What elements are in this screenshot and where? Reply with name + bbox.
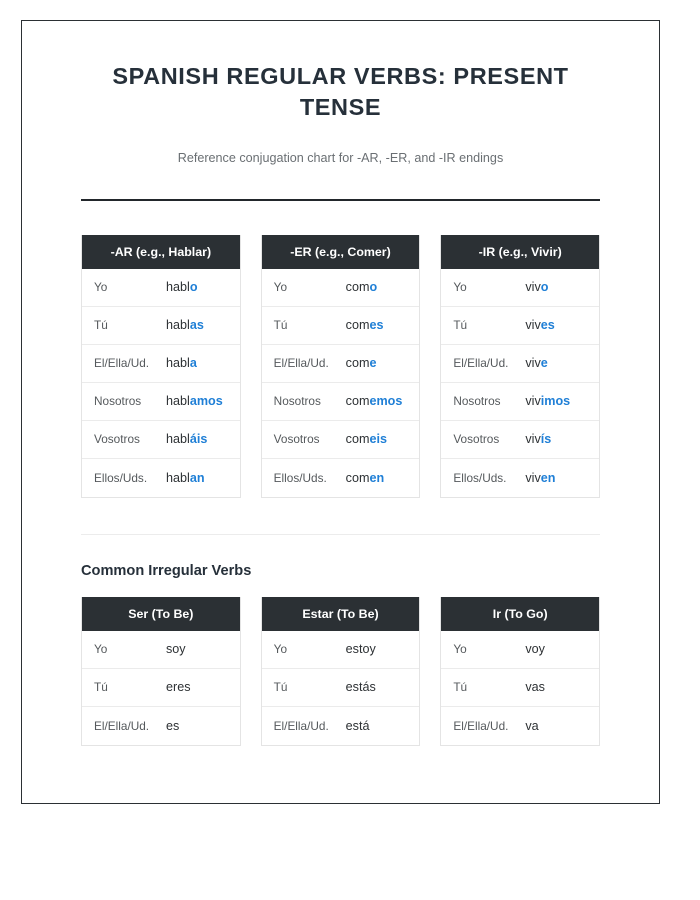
table-row (82, 383, 240, 421)
table-row (441, 345, 599, 383)
table-row (262, 345, 420, 383)
verb-stem: habl (166, 356, 190, 371)
verb-ending: a (189, 356, 197, 371)
pronoun-label: Yo (453, 280, 467, 295)
verb-stem: viv (525, 432, 541, 447)
verb-stem: viv (525, 394, 541, 409)
conjugated-form (346, 356, 377, 370)
table-row (82, 459, 240, 497)
verb-stem: estás (345, 680, 376, 695)
conjugated-form (166, 719, 179, 733)
verb-stem: voy (525, 642, 545, 657)
conjugated-form (346, 280, 378, 294)
table-row (441, 421, 599, 459)
verb-stem: com (345, 318, 370, 333)
table-row (82, 421, 240, 459)
table-row (441, 669, 599, 707)
pronoun-label: Ellos/Uds. (453, 470, 507, 485)
conjugated-form (525, 318, 554, 332)
conjugated-form (166, 394, 223, 408)
pronoun-label: Yo (273, 642, 288, 657)
verb-ending: eis (369, 432, 387, 447)
table-row (441, 459, 599, 497)
section-divider (81, 534, 600, 535)
table-row (441, 307, 599, 345)
pronoun-label: Tú (94, 318, 108, 333)
conjugated-form (525, 642, 545, 656)
conjugated-form (166, 280, 198, 294)
verb-ending: e (369, 356, 377, 371)
conjugated-form (346, 642, 376, 656)
pronoun-label: Tú (94, 680, 108, 695)
verb-ending: e (540, 356, 548, 371)
pronoun-label: Tú (453, 680, 468, 695)
irregular-verb-table (81, 597, 241, 746)
table-row (441, 707, 599, 745)
conjugated-form (346, 471, 385, 485)
section-heading-irregular-verbs: Common Irregular Verbs (81, 562, 252, 579)
table-row (262, 421, 420, 459)
pronoun-label: El/Ella/Ud. (273, 356, 329, 371)
conjugated-form (166, 471, 205, 485)
pronoun-label: Nosotros (273, 394, 321, 409)
page-subtitle: Reference conjugation chart for -AR, -ER, and -IR endings (177, 150, 504, 165)
verb-stem: habl (166, 470, 190, 485)
verb-ending: imos (540, 394, 571, 409)
conjugated-form (346, 432, 387, 446)
verb-stem: viv (525, 280, 541, 295)
page-title: SPANISH REGULAR VERBS: PRESENT TENSE (112, 63, 569, 121)
verb-stem: com (345, 432, 370, 447)
table-row (82, 345, 240, 383)
table-row (262, 631, 420, 669)
regular-verb-table (261, 235, 421, 498)
conjugated-form (525, 432, 551, 446)
table-row (262, 307, 420, 345)
conjugated-form (166, 680, 191, 694)
verb-stem: vas (525, 680, 545, 695)
verb-ending: emos (369, 394, 403, 409)
pronoun-label: Yo (94, 642, 108, 657)
table-row (441, 269, 599, 307)
verb-ending: ís (540, 432, 552, 447)
pronoun-label: Vosotros (273, 432, 320, 447)
table-row (82, 307, 240, 345)
pronoun-label: Tú (273, 680, 288, 695)
verb-ending: amos (189, 394, 223, 409)
irregular-verb-table (440, 597, 600, 746)
verb-stem: com (345, 356, 370, 371)
verb-stem: com (345, 394, 370, 409)
verb-ending: en (369, 470, 385, 485)
conjugated-form (166, 642, 186, 656)
table-row (262, 707, 420, 745)
conjugated-form (346, 719, 370, 733)
conjugated-form (525, 280, 548, 294)
conjugated-form (346, 318, 384, 332)
verb-stem: habl (166, 280, 190, 295)
table-row (262, 383, 420, 421)
pronoun-label: Vosotros (94, 432, 140, 447)
verb-ending: áis (189, 432, 208, 447)
irregular-verb-table-header: Ser (To Be) (82, 597, 240, 631)
verb-ending: es (369, 318, 384, 333)
table-row (441, 631, 599, 669)
regular-verb-table (81, 235, 241, 498)
verb-stem: com (345, 280, 370, 295)
regular-verb-table-header: -ER (e.g., Comer) (262, 235, 420, 269)
pronoun-label: El/Ella/Ud. (453, 356, 509, 371)
title-divider (81, 199, 600, 201)
conjugated-form (346, 394, 403, 408)
table-row (441, 383, 599, 421)
verb-stem: es (166, 718, 180, 733)
verb-stem: com (345, 470, 370, 485)
pronoun-label: Tú (273, 318, 288, 333)
verb-stem: viv (525, 470, 541, 485)
pronoun-label: El/Ella/Ud. (453, 718, 509, 733)
table-row (262, 669, 420, 707)
pronoun-label: Yo (273, 280, 288, 295)
document-page (21, 20, 660, 804)
conjugated-form (166, 432, 207, 446)
pronoun-label: Nosotros (94, 394, 142, 409)
verb-stem: habl (166, 394, 190, 409)
table-row (262, 269, 420, 307)
table-row (82, 707, 240, 745)
pronoun-label: Vosotros (453, 432, 500, 447)
pronoun-label: Yo (453, 642, 467, 657)
table-row (262, 459, 420, 497)
table-row (82, 631, 240, 669)
table-row (82, 669, 240, 707)
verb-stem: va (525, 718, 539, 733)
conjugated-form (525, 356, 547, 370)
conjugated-form (525, 394, 570, 408)
verb-ending: o (189, 280, 198, 295)
regular-verb-table-header: -AR (e.g., Hablar) (82, 235, 240, 269)
table-row (82, 269, 240, 307)
regular-verb-table-header: -IR (e.g., Vivir) (441, 235, 599, 269)
verb-stem: estoy (345, 642, 376, 657)
conjugated-form (525, 680, 545, 694)
document-body (22, 21, 659, 746)
verb-ending: an (189, 470, 205, 485)
pronoun-label: Tú (453, 318, 468, 333)
conjugated-form (346, 680, 376, 694)
verb-ending: o (369, 280, 378, 295)
pronoun-label: Yo (94, 280, 108, 295)
irregular-verb-table-header: Ir (To Go) (441, 597, 599, 631)
verb-ending: es (540, 318, 555, 333)
verb-stem: viv (525, 356, 541, 371)
irregular-verb-table (261, 597, 421, 746)
conjugated-form (166, 318, 204, 332)
verb-stem: eres (166, 680, 191, 695)
irregular-verbs-tables (81, 597, 600, 746)
verb-ending: en (540, 470, 556, 485)
pronoun-label: Ellos/Uds. (273, 470, 327, 485)
verb-ending: as (189, 318, 204, 333)
conjugated-form (525, 471, 555, 485)
conjugated-form (166, 356, 197, 370)
verb-stem: viv (525, 318, 541, 333)
regular-verbs-tables (81, 235, 600, 498)
conjugated-form (525, 719, 538, 733)
pronoun-label: Nosotros (453, 394, 501, 409)
pronoun-label: El/Ella/Ud. (94, 356, 150, 371)
verb-stem: está (345, 718, 370, 733)
pronoun-label: El/Ella/Ud. (94, 718, 150, 733)
pronoun-label: El/Ella/Ud. (273, 718, 329, 733)
irregular-verb-table-header: Estar (To Be) (262, 597, 420, 631)
pronoun-label: Ellos/Uds. (94, 470, 148, 485)
verb-stem: soy (166, 642, 186, 657)
regular-verb-table (440, 235, 600, 498)
verb-stem: habl (166, 318, 190, 333)
verb-stem: habl (166, 432, 190, 447)
verb-ending: o (540, 280, 549, 295)
